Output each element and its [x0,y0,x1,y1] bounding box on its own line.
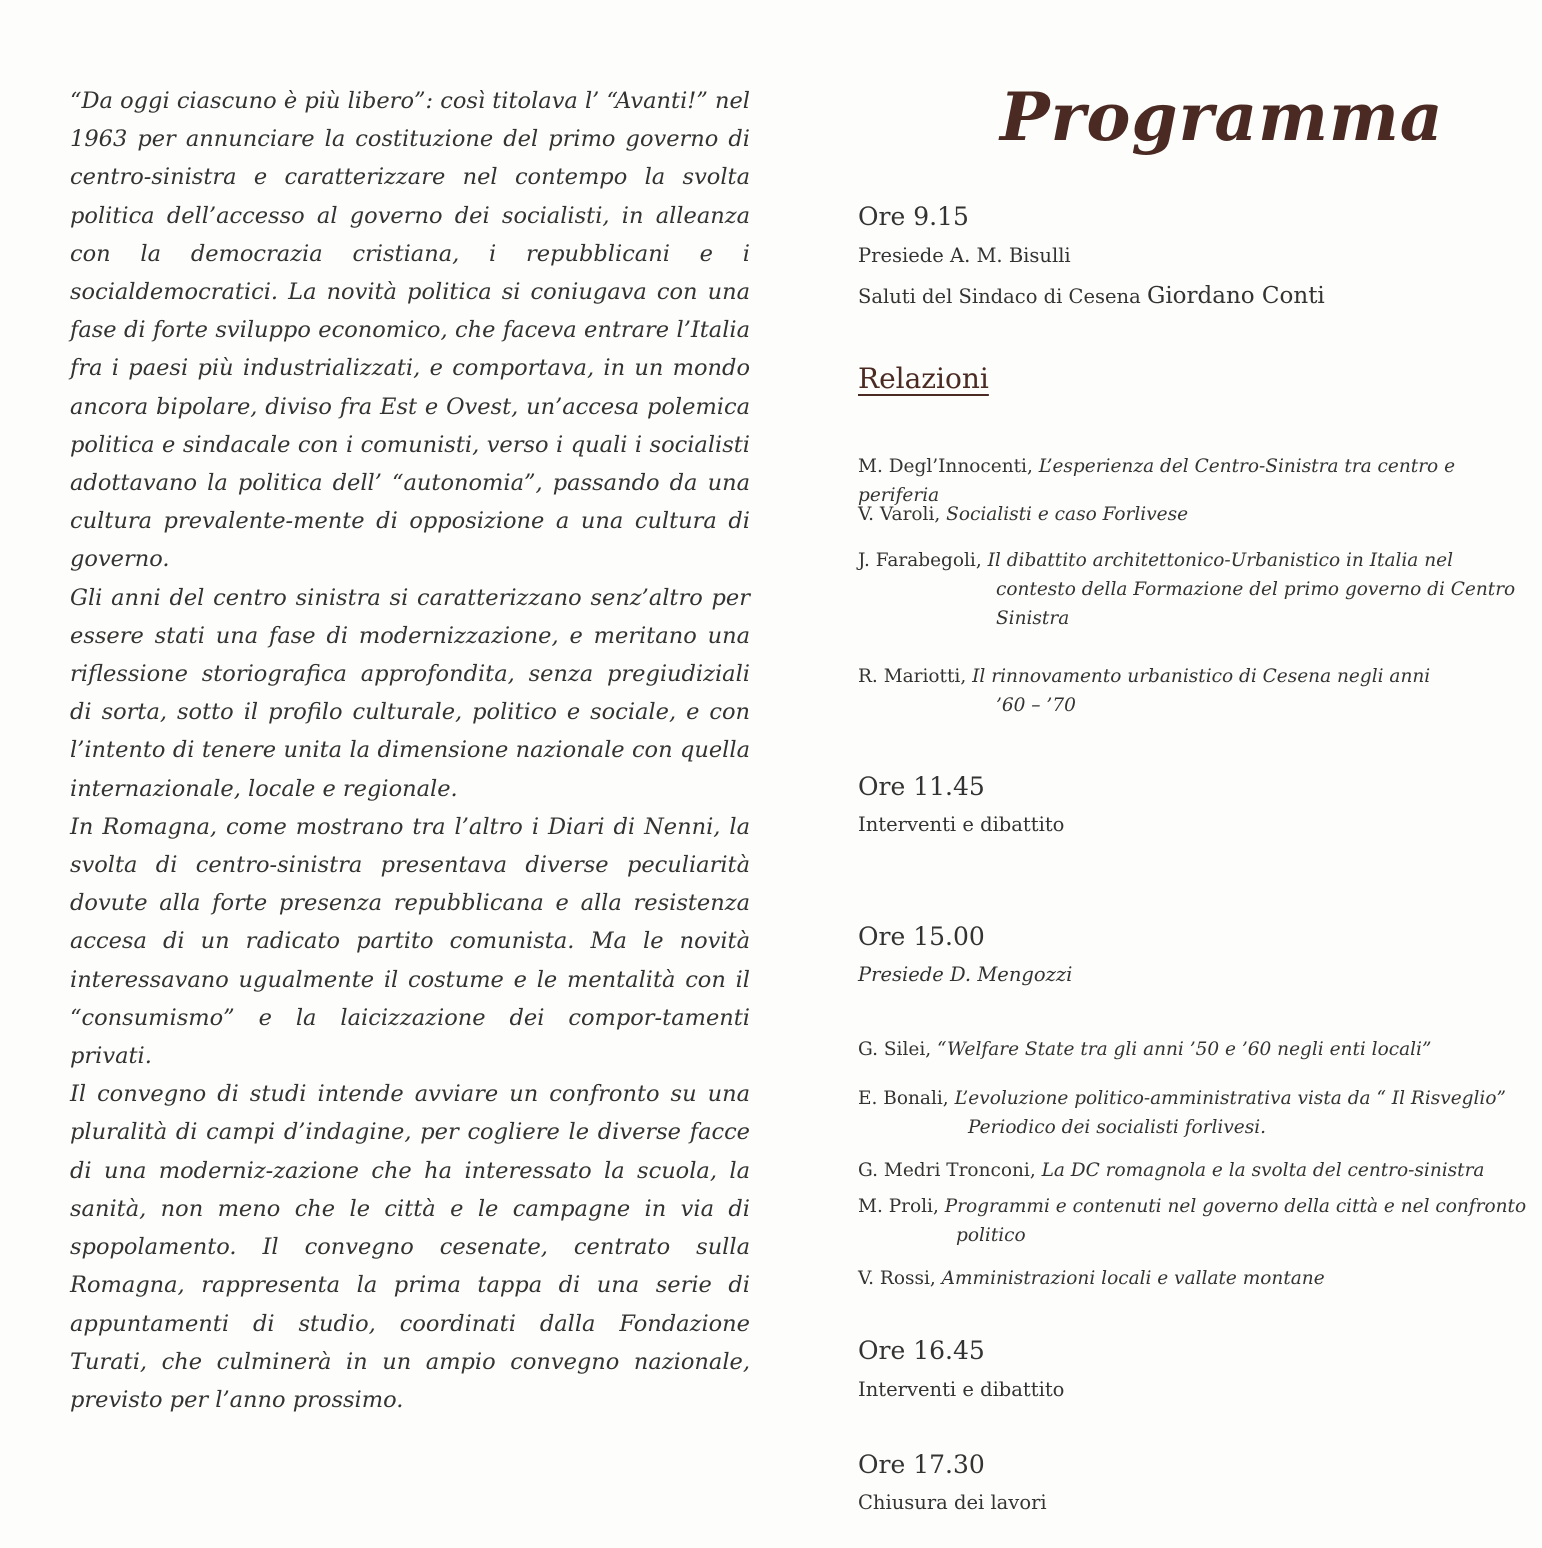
talk-item [858,546,1538,633]
session-time: Ore 9.15 [858,202,969,231]
talk-speaker: V. Varoli, [858,504,941,525]
talk-title-continued: contesto della Formazione del primo governo di Centro Sinistra [996,579,1516,629]
program-title: Programma [1000,78,1444,156]
session-text: Interventi e dibattito [858,813,1065,836]
session-time: Ore 11.45 [858,772,985,801]
session-time: Ore 15.00 [858,922,985,951]
talk-item [858,1084,1538,1142]
talk-speaker: R. Mariotti, [858,666,967,687]
session-chair: Presiede A. M. Bisulli [858,244,1071,267]
talk-title: L’esperienza del Centro-Sinistra tra centro e periferia [858,456,1456,506]
talk-item [858,1264,1538,1293]
talk-item [858,500,1538,529]
talk-speaker: M. Proli, [858,1196,939,1217]
talk-title: Programmi e contenuti nel governo della città e nel confronto [944,1196,1527,1217]
talk-title-continued: Periodico dei socialisti forlivesi. [968,1117,1267,1138]
talk-title: L’evoluzione politico-amministrativa vista da “ Il Risveglio” [954,1088,1506,1109]
talk-speaker: V. Rossi, [858,1268,936,1289]
intro-paragraph: In Romagna, come mostrano tra l’altro i Diari di Nenni, la svolta di centro-sinistra presentava diverse peculiarità dovute alla forte presenza repubblicana e alla resistenza accesa di un radicato partito comunista. Ma le novità interessavano ugualmente il costume e le mentalità con il “consumismo” e la laicizzazione dei compor-tamenti privati. [70,813,750,1070]
talk-title: Amministrazioni locali e vallate montane [941,1268,1325,1289]
talk-speaker: G. Medri Tronconi, [858,1160,1036,1181]
talk-title-continued: ’60 – ’70 [996,695,1076,716]
talk-item [858,1192,1538,1250]
talk-speaker: M. Degl’Innocenti, [858,456,1033,477]
talk-title: La DC romagnola e la svolta del centro-sinistra [1041,1160,1485,1181]
intro-paragraph: “Da oggi ciascuno è più libero”: così titolava l’ “Avanti!” nel 1963 per annunciare la costituzione del primo governo di centro-sinistra e caratterizzare nel contempo la svolta politica dell’accesso al governo dei socialisti, in alleanza con la democrazia cristiana, i repubblicani e i socialdemocratici. La novità politica si coniugava con una fase di forte sviluppo economico, che faceva entrare l’Italia fra i paesi più industrializzati, e comportava, in un mondo ancora bipolare, diviso fra Est e Ovest, un’accesa polemica politica e sindacale con i comunisti, verso i quali i socialisti adottavano la politica dell’ “autonomia”, passando da una cultura prevalente-mente di opposizione a una cultura di governo. [70,88,750,573]
talk-speaker: E. Bonali, [858,1088,949,1109]
greeting-text: Saluti del Sindaco di Cesena [858,285,1141,308]
session-text: Chiusura dei lavori [858,1491,1047,1514]
relazioni-heading: Relazioni [858,362,989,395]
talk-item [858,1035,1538,1064]
mayor-name: Giordano Conti [1146,283,1325,309]
talk-title: Il dibattito architettonico-Urbanistico in Italia nel [987,550,1453,571]
intro-paragraph: Gli anni del centro sinistra si caratterizzano senz’altro per essere stati una fase di modernizzazione, e meritano una riflessione storiografica approfondita, senza pregiudiziali di sorta, sotto il profilo culturale, politico e sociale, e con l’intento di tenere unita la dimensione nazionale con quella internazionale, locale e regionale. [70,584,750,802]
session-chair: Presiede D. Mengozzi [858,963,1073,986]
talk-speaker: J. Farabegoli, [858,550,982,571]
session-time: Ore 17.30 [858,1450,985,1479]
talk-title: Il rinnovamento urbanistico di Cesena negli anni [972,666,1431,687]
intro-text [70,82,750,1419]
talk-title-continued: politico [956,1225,1026,1246]
talk-title: “Welfare State tra gli anni ’50 e ’60 negli enti locali” [937,1039,1432,1060]
intro-paragraph: Il convegno di studi intende avviare un confronto su una pluralità di campi d’indagine, per cogliere le diverse facce di una moderniz-zazione che ha interessato la scuola, la sanità, non meno che le città e le campagne in via di spopolamento. Il convegno cesenate, centrato sulla Romagna, rappresenta la prima tappa di una serie di appuntamenti di studio, coordinati dalla Fondazione Turati, che culminerà in un ampio convegno nazionale, previsto per l’anno prossimo. [70,1081,750,1413]
talk-item [858,1156,1538,1185]
talk-item [858,662,1538,720]
talk-title: Socialisti e caso Forlivese [946,504,1189,525]
talk-speaker: G. Silei, [858,1039,932,1060]
session-text: Interventi e dibattito [858,1378,1065,1401]
session-time: Ore 16.45 [858,1336,985,1365]
mayor-greeting [858,283,1325,309]
